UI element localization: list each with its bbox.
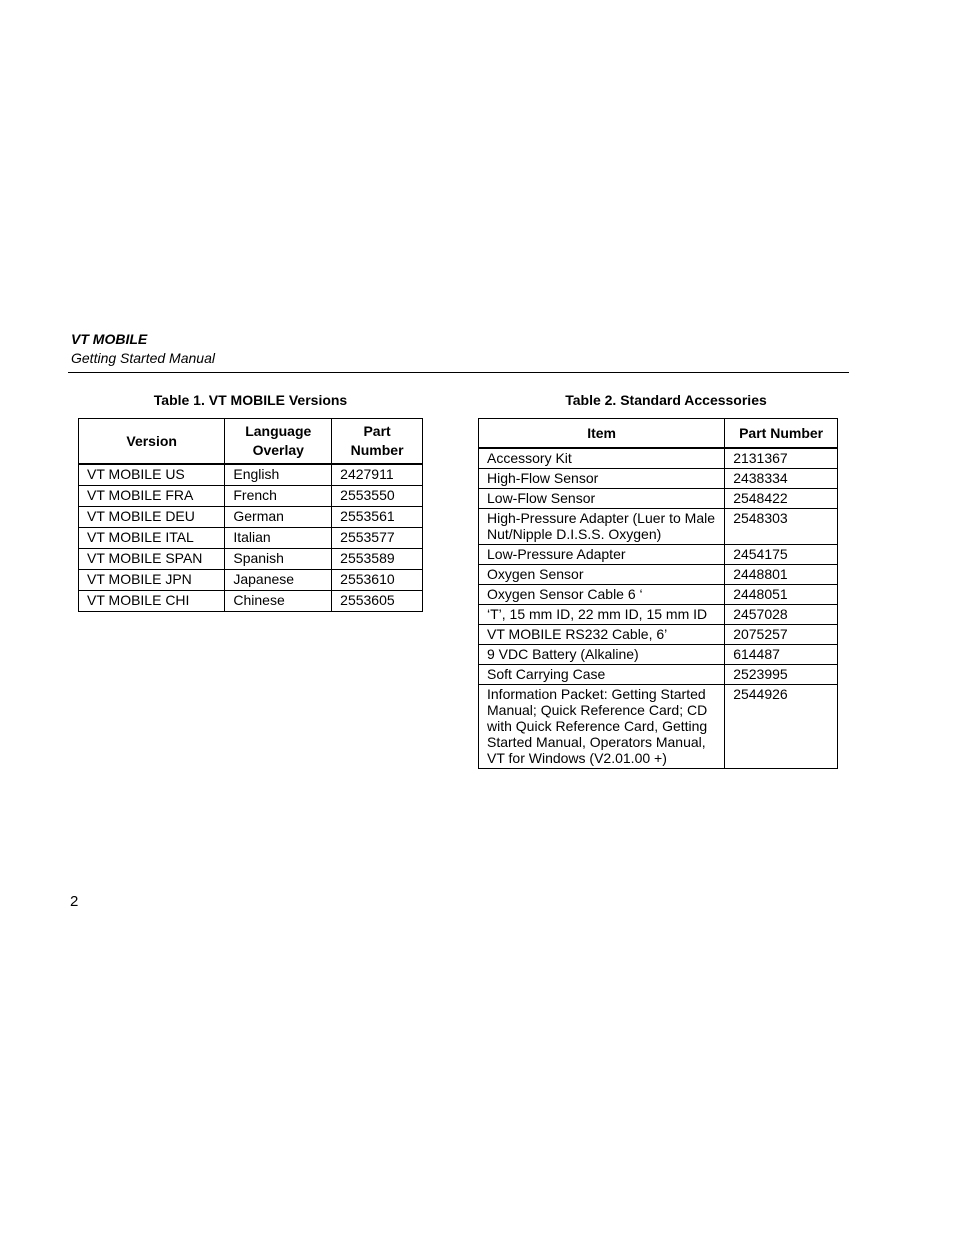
cell-part-number: 2548303: [725, 509, 838, 545]
cell-item: Accessory Kit: [479, 448, 725, 469]
table-row: [479, 545, 838, 565]
table-row: [479, 605, 838, 625]
cell-item: High-Flow Sensor: [479, 469, 725, 489]
cell-item: VT MOBILE RS232 Cable, 6’: [479, 625, 725, 645]
table-row: [479, 565, 838, 585]
table1-caption: Table 1. VT MOBILE Versions: [153, 392, 348, 408]
cell-part-number: 2438334: [725, 469, 838, 489]
table-row: [79, 507, 423, 528]
column-header-version: Version: [79, 419, 225, 465]
table-row: [479, 665, 838, 685]
cell-language: English: [225, 464, 332, 486]
cell-version: VT MOBILE ITAL: [79, 528, 225, 549]
cell-part-number: 2553605: [332, 591, 423, 612]
table-row: [79, 591, 423, 612]
cell-part-number: 2427911: [332, 464, 423, 486]
cell-item: Information Packet: Getting Started Manual; Quick Reference Card; CD with Quick Reference Card, Getting Started Manual, Operators Manual, VT for Windows (V2.01.00 +): [479, 685, 725, 769]
cell-part-number: 2553561: [332, 507, 423, 528]
table-row: [79, 464, 423, 486]
cell-version: VT MOBILE JPN: [79, 570, 225, 591]
accessories-table: [478, 418, 838, 769]
cell-version: VT MOBILE DEU: [79, 507, 225, 528]
cell-item: ‘T’, 15 mm ID, 22 mm ID, 15 mm ID: [479, 605, 725, 625]
cell-part-number: 2523995: [725, 665, 838, 685]
table-row: [479, 489, 838, 509]
table-row: [79, 486, 423, 507]
column-header-item: Item: [479, 419, 725, 449]
header-rule: [68, 372, 849, 373]
cell-version: VT MOBILE SPAN: [79, 549, 225, 570]
table-row: [479, 448, 838, 469]
cell-language: Japanese: [225, 570, 332, 591]
page-number: 2: [70, 893, 79, 910]
cell-part-number: 2544926: [725, 685, 838, 769]
cell-part-number: 2553550: [332, 486, 423, 507]
cell-part-number: 2548422: [725, 489, 838, 509]
table-row: [79, 528, 423, 549]
cell-part-number: 614487: [725, 645, 838, 665]
versions-table: [78, 418, 423, 612]
cell-language: French: [225, 486, 332, 507]
cell-item: Oxygen Sensor: [479, 565, 725, 585]
cell-part-number: 2454175: [725, 545, 838, 565]
cell-part-number: 2075257: [725, 625, 838, 645]
table-row: [479, 469, 838, 489]
column-header-part-number: Part Number: [725, 419, 838, 449]
cell-version: VT MOBILE US: [79, 464, 225, 486]
cell-item: 9 VDC Battery (Alkaline): [479, 645, 725, 665]
table-header-row: [79, 419, 423, 465]
cell-part-number: 2448051: [725, 585, 838, 605]
table-row: [479, 645, 838, 665]
table-row: [479, 685, 838, 769]
cell-part-number: 2448801: [725, 565, 838, 585]
cell-language: German: [225, 507, 332, 528]
cell-language: Spanish: [225, 549, 332, 570]
cell-part-number: 2553577: [332, 528, 423, 549]
table-row: [479, 509, 838, 545]
table-row: [79, 570, 423, 591]
cell-item: High-Pressure Adapter (Luer to Male Nut/Nipple D.I.S.S. Oxygen): [479, 509, 725, 545]
cell-version: VT MOBILE CHI: [79, 591, 225, 612]
cell-item: Oxygen Sensor Cable 6 ‘: [479, 585, 725, 605]
cell-item: Soft Carrying Case: [479, 665, 725, 685]
column-header-language-overlay: Language Overlay: [225, 419, 332, 465]
table-row: [79, 549, 423, 570]
cell-part-number: 2553610: [332, 570, 423, 591]
table-row: [479, 585, 838, 605]
column-header-part-number: Part Number: [332, 419, 423, 465]
cell-version: VT MOBILE FRA: [79, 486, 225, 507]
cell-language: Italian: [225, 528, 332, 549]
table-row: [479, 625, 838, 645]
cell-language: Chinese: [225, 591, 332, 612]
document-title: VT MOBILE: [71, 331, 148, 347]
cell-part-number: 2131367: [725, 448, 838, 469]
cell-item: Low-Flow Sensor: [479, 489, 725, 509]
cell-part-number: 2553589: [332, 549, 423, 570]
cell-item: Low-Pressure Adapter: [479, 545, 725, 565]
cell-part-number: 2457028: [725, 605, 838, 625]
document-subtitle: Getting Started Manual: [71, 350, 215, 366]
table2-caption: Table 2. Standard Accessories: [565, 392, 767, 408]
table-header-row: [479, 419, 838, 449]
